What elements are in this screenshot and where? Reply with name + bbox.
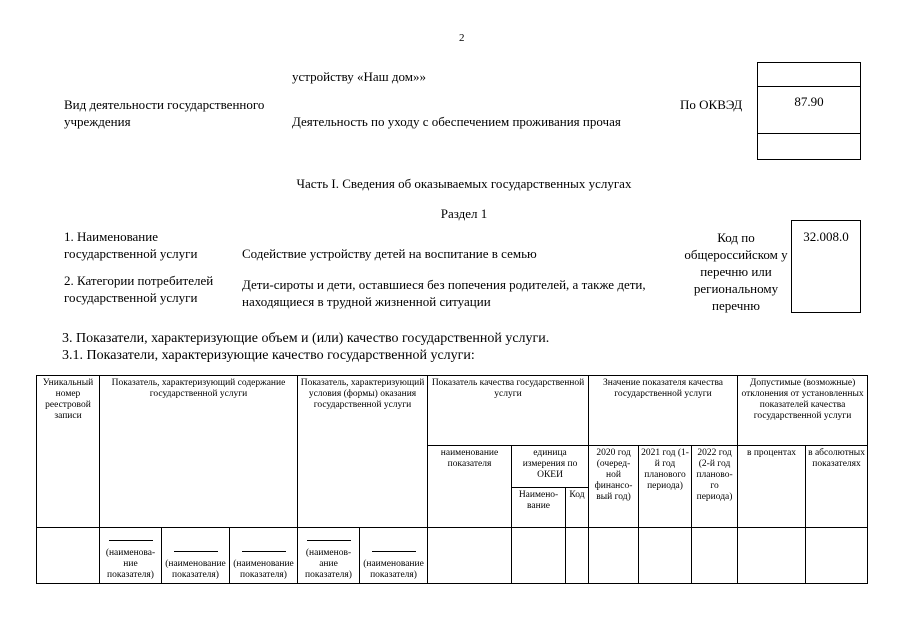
service-name-label: 1. Наименование государственной услуги <box>64 229 198 261</box>
section-title: Раздел 1 <box>440 206 488 221</box>
consumers-label: 2. Категории потребителей государственной услуги <box>64 273 214 305</box>
year-2020: 2020 год (очеред-ной финансо-вый год) <box>589 446 639 528</box>
quality-heading: 3.1. Показатели, характеризующие качество государственной услуги: <box>62 348 475 363</box>
consumers-value: Дети-сироты и дети, оставшиеся без попечения родителей, а также дети, находящиеся в трудной жизненной ситуации <box>242 277 646 309</box>
placeholder-label: (наименование показателя) <box>165 559 226 580</box>
cell-empty <box>639 528 692 584</box>
placeholder-label: (наименование показателя) <box>233 559 294 580</box>
sub-unit-okei: единица измерения по ОКЕИ <box>512 446 589 488</box>
page-number: 2 <box>459 32 465 44</box>
conditions-indicator-2 <box>360 528 428 584</box>
blank-line <box>109 540 153 541</box>
okved-code-box <box>757 62 861 160</box>
sub-indicator-name: наименование показателя <box>428 446 512 528</box>
placeholder-label: (наименов-ание показателя) <box>305 548 352 580</box>
deviation-percent: в процентах <box>738 446 806 528</box>
okved-label: По ОКВЭД <box>680 97 743 112</box>
cell-empty <box>806 528 868 584</box>
cell-empty <box>589 528 639 584</box>
registry-code-label: Код по общероссийском у перечню или региональному перечню <box>684 230 788 313</box>
content-indicator-2 <box>162 528 230 584</box>
cell-empty <box>512 528 566 584</box>
indicators-heading: 3. Показатели, характеризующие объем и (или) качество государственной услуги. <box>62 331 550 346</box>
blank-line <box>372 551 416 552</box>
col-allowed-deviation: Допустимые (возможные) отклонения от установленных показателей качества государственной услуги <box>738 376 868 446</box>
activity-label: Вид деятельности государственного учреждения <box>64 97 265 129</box>
registry-code-box <box>791 220 861 313</box>
col-quality-value: Значение показателя качества государственной услуги <box>589 376 738 446</box>
year-2022: 2022 год (2-й год планово-го периода) <box>692 446 738 528</box>
service-name-value: Содействие устройству детей на воспитание в семью <box>242 246 537 261</box>
activity-value: Деятельность по уходу с обеспечением проживания прочая <box>292 114 621 129</box>
institution-name-tail: устройству «Наш дом»» <box>292 69 426 84</box>
cell-empty <box>37 528 100 584</box>
conditions-indicator-1 <box>298 528 360 584</box>
cell-empty <box>692 528 738 584</box>
col-conditions-indicator: Показатель, характеризующий условия (формы) оказания государственной услуги <box>298 376 428 528</box>
cell-empty <box>738 528 806 584</box>
year-2021: 2021 год (1-й год планового периода) <box>639 446 692 528</box>
blank-line <box>307 540 351 541</box>
cell-empty <box>566 528 589 584</box>
sub-unit-name: Наимено-вание <box>512 488 566 528</box>
content-indicator-3 <box>230 528 298 584</box>
col-unique-number: Уникальный номер реестровой записи <box>37 376 100 528</box>
part-title: Часть I. Сведения об оказываемых государственных услугах <box>296 176 632 191</box>
quality-indicators-table <box>36 375 868 584</box>
col-quality-indicator: Показатель качества государственной услуги <box>428 376 589 446</box>
blank-line <box>174 551 218 552</box>
col-content-indicator: Показатель, характеризующий содержание государственной услуги <box>100 376 298 528</box>
sub-unit-code: Код <box>566 488 589 528</box>
registry-code: 32.008.0 <box>803 229 849 244</box>
placeholder-label: (наименова-ние показателя) <box>105 548 156 580</box>
cell-empty <box>428 528 512 584</box>
deviation-absolute: в абсолютных показателях <box>806 446 868 528</box>
okved-code: 87.90 <box>794 94 824 109</box>
content-indicator-1 <box>100 528 162 584</box>
placeholder-label: (наименование показателя) <box>363 559 424 580</box>
blank-line <box>242 551 286 552</box>
